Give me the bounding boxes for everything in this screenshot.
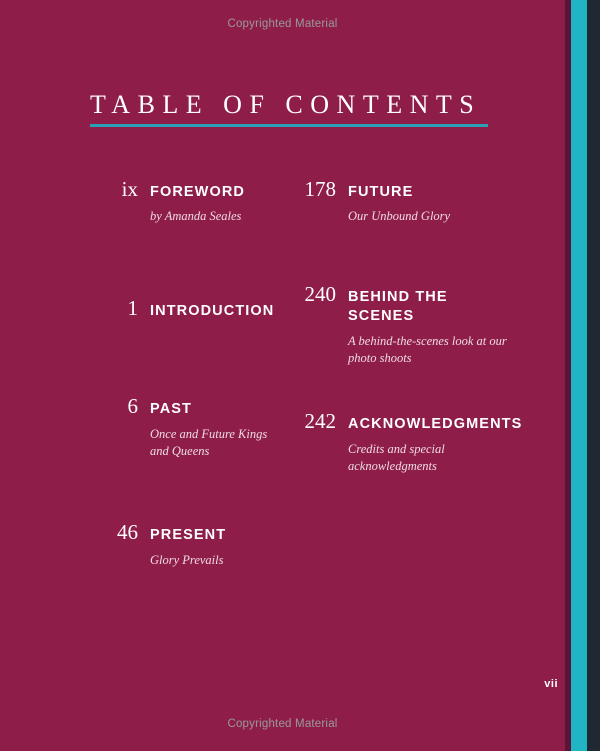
page-edge-teal-band	[571, 0, 587, 751]
toc-entry-head	[90, 178, 280, 202]
toc-entry-introduction[interactable]	[90, 297, 280, 321]
toc-entry-label: FOREWORD	[150, 184, 245, 200]
toc-entry-subtitle: Our Unbound Glory	[348, 209, 451, 224]
toc-entry-subtitle: by Amanda Seales	[150, 209, 242, 224]
toc-entry-subtitle: Credits and special acknowledgments	[348, 441, 445, 473]
toc-entry-head	[90, 521, 280, 545]
toc-entry-subtitle: Once and Future Kings and Queens	[150, 426, 268, 458]
toc-entry-head	[288, 283, 518, 327]
toc-entry-label: PAST	[150, 401, 192, 418]
toc-entry-behind-the-scenes[interactable]	[288, 283, 518, 366]
toc-entry-page-number: ix	[121, 177, 138, 201]
toc-entry-label: FUTURE	[348, 184, 414, 200]
toc-entry-head	[288, 409, 523, 434]
copyright-notice-bottom: Copyrighted Material	[227, 718, 338, 730]
page-title: TABLE OF CONTENTS	[90, 90, 482, 119]
toc-entry-head	[90, 297, 280, 321]
toc-entry-label: INTRODUCTION	[150, 303, 275, 320]
toc-entry-label: PRESENT	[150, 527, 227, 544]
toc-entry-past[interactable]	[90, 395, 280, 459]
contents-right-column	[288, 177, 523, 475]
toc-entry-present[interactable]	[90, 521, 280, 568]
toc-entry-page-number: 242	[304, 409, 336, 434]
copyright-notice-top: Copyrighted Material	[227, 18, 338, 30]
toc-entry-page-number: 240	[304, 282, 336, 307]
toc-entry-foreword[interactable]	[90, 178, 280, 225]
toc-entry-head	[288, 178, 518, 202]
toc-entry-page-number: 46	[117, 520, 138, 545]
toc-entry-head	[90, 395, 280, 419]
toc-entry-label: BEHIND THE SCENES	[348, 289, 448, 325]
toc-entry-future[interactable]	[288, 178, 518, 225]
toc-entry-page-number: 178	[304, 177, 336, 201]
page-edge-dark-band	[587, 0, 600, 751]
contents-columns	[0, 178, 565, 598]
toc-entry-label: ACKNOWLEDGMENTS	[348, 416, 523, 433]
toc-entry-subtitle: A behind-the-scenes look at our photo shoots	[348, 333, 507, 365]
toc-entry-page-number: 6	[127, 394, 138, 419]
toc-entry-subtitle: Glory Prevails	[150, 552, 224, 567]
title-divider	[90, 124, 488, 127]
toc-entry-page-number: 1	[127, 296, 138, 321]
page-folio: vii	[544, 678, 558, 690]
toc-entry-acknowledgments[interactable]	[288, 409, 523, 474]
contents-left-column	[90, 178, 280, 569]
